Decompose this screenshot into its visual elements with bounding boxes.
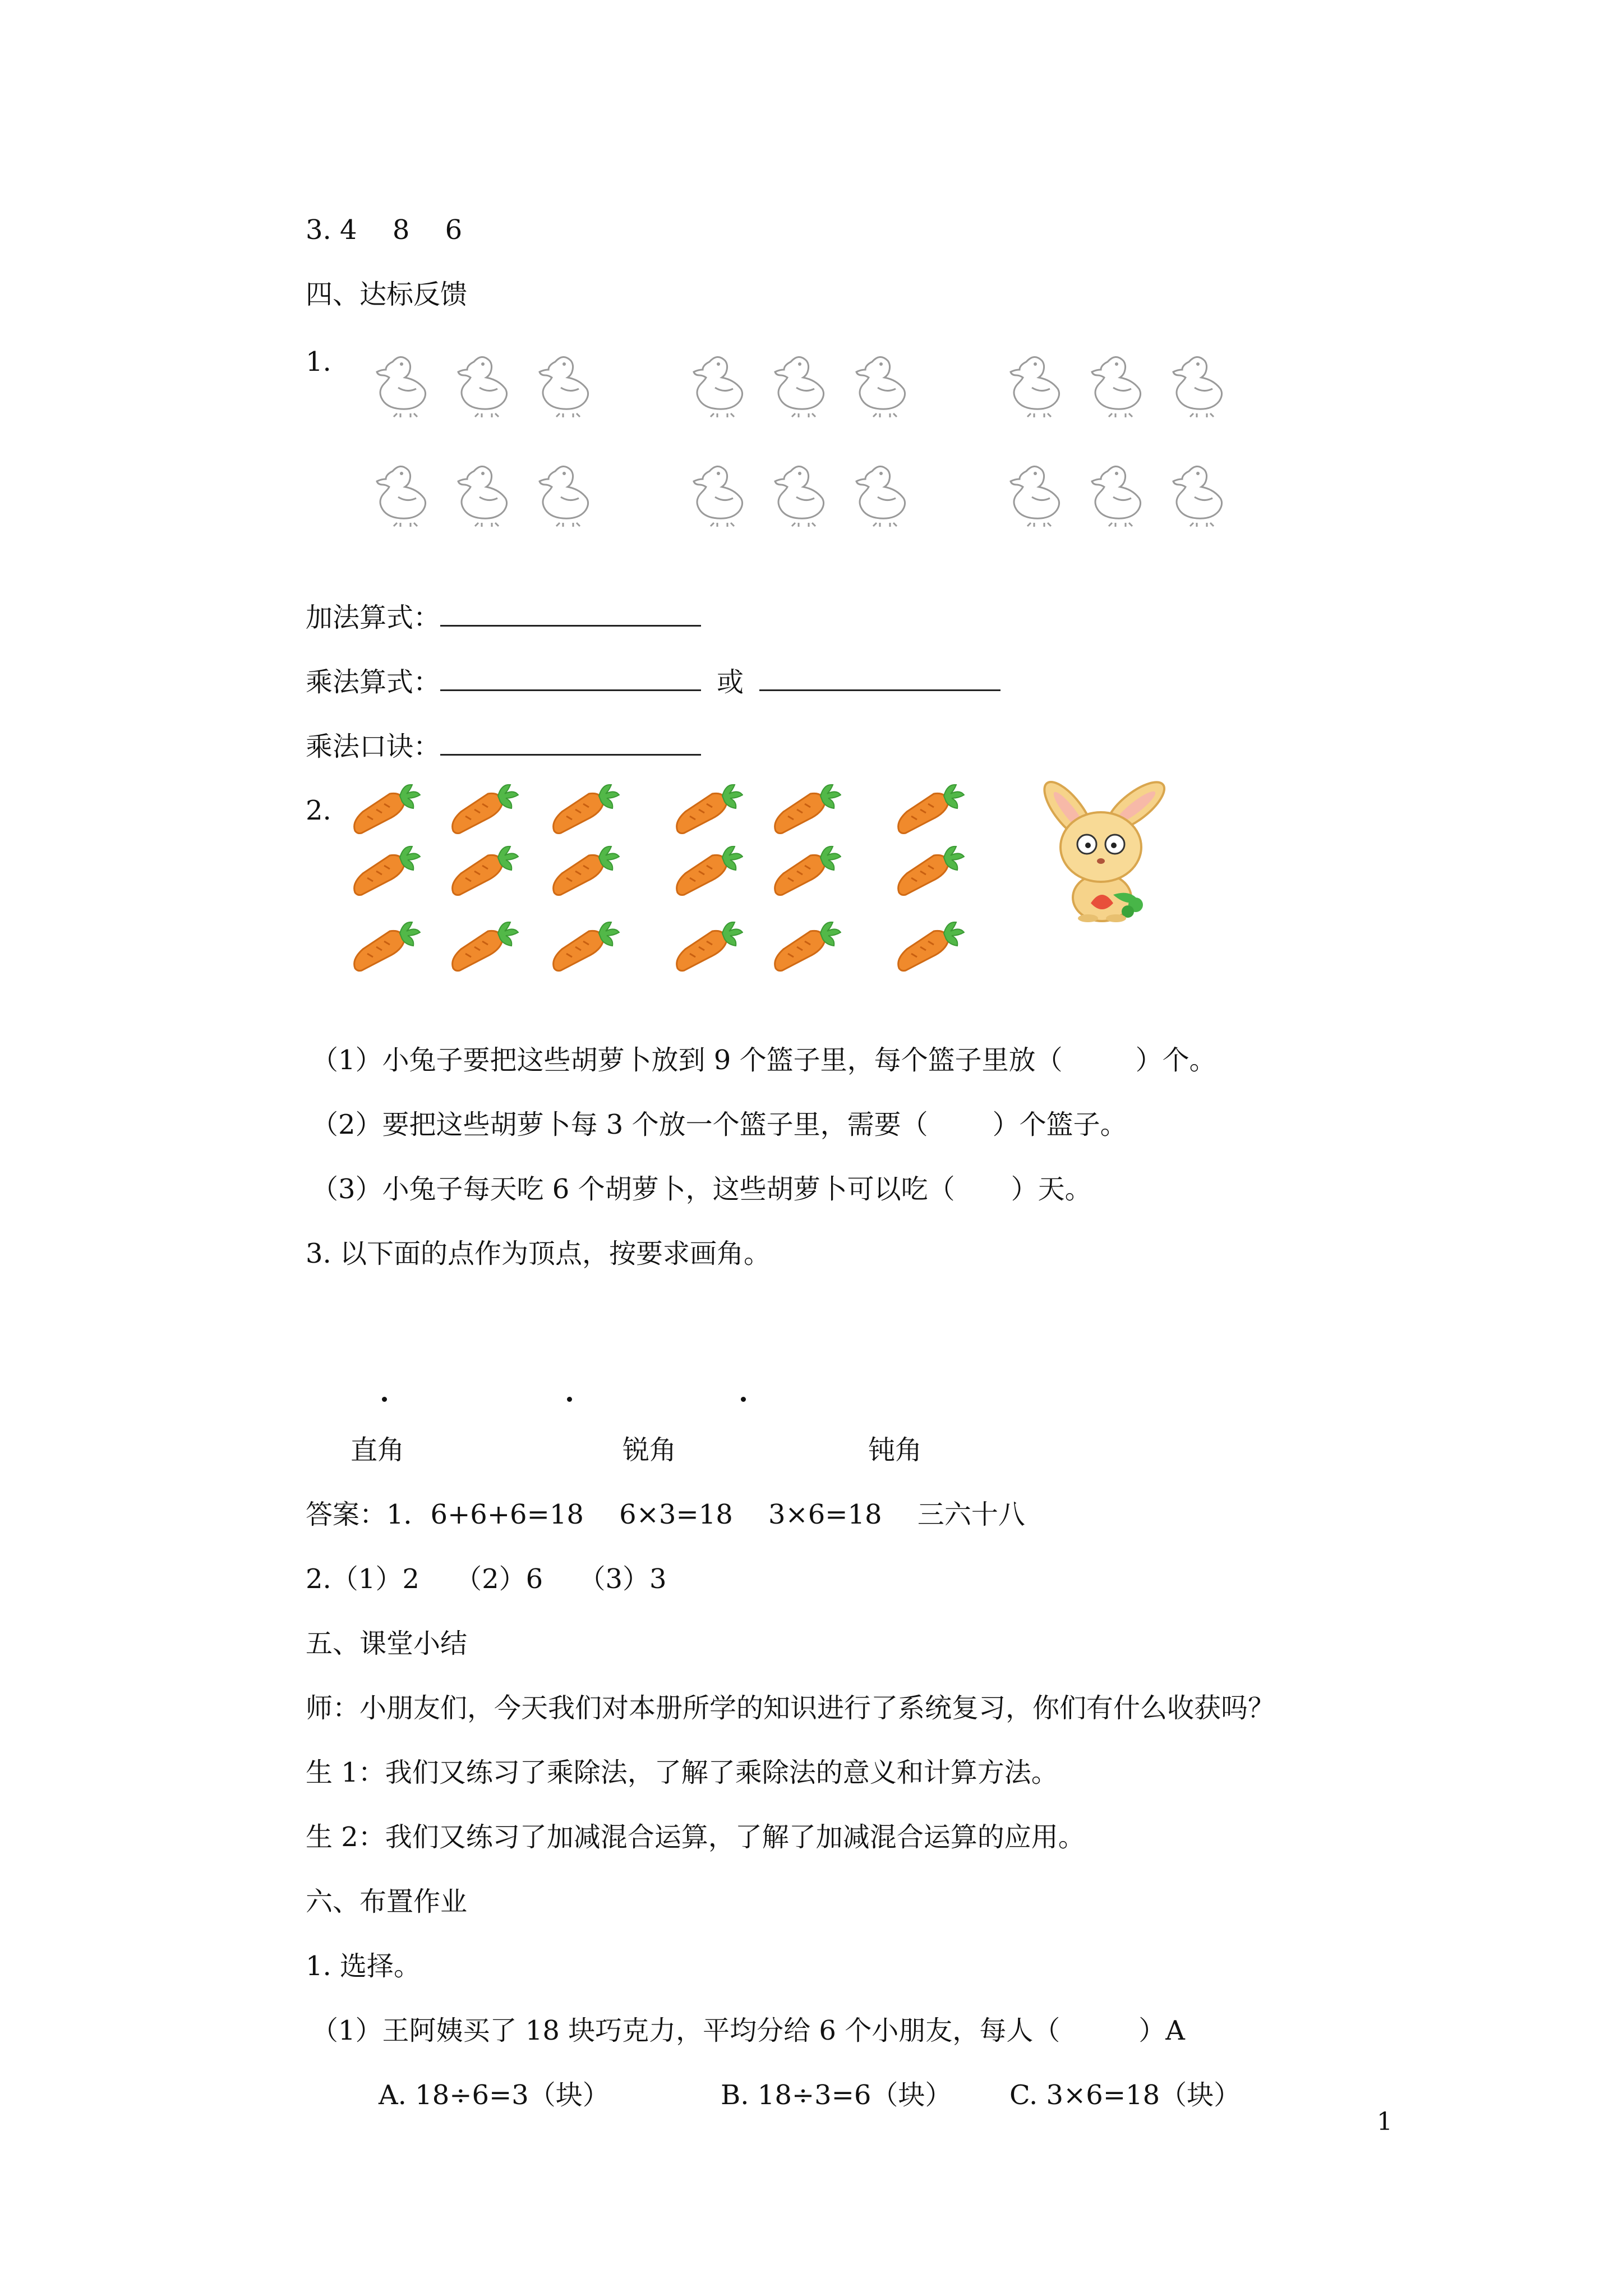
- vertex-dot-3: [741, 1397, 746, 1402]
- duck-icon: [376, 351, 432, 420]
- angle-label-right: 直角: [351, 1434, 405, 1466]
- option-c: C. 3×6=18（块）: [1009, 2079, 1241, 2111]
- carrot-icon: [351, 783, 421, 838]
- carrot-icon: [895, 783, 965, 838]
- duck-icon: [457, 351, 513, 420]
- multiplication-blank-2[interactable]: [759, 665, 1000, 691]
- multiplication-line: [306, 665, 1000, 699]
- duck-icon: [693, 460, 749, 530]
- summary-teacher: 师：小朋友们，今天我们对本册所学的知识进行了系统复习，你们有什么收获吗？: [306, 1692, 1275, 1724]
- carrot-icon: [449, 920, 519, 976]
- summary-student-2: 生 2：我们又练习了加减混合运算，了解了加减混合运算的应用。: [306, 1821, 1085, 1853]
- homework-q1-1: [311, 2014, 1185, 2047]
- q2-sub2-text: （2）要把这些胡萝卜每 3 个放一个篮子里，需要（: [311, 1109, 928, 1140]
- q2-sub2: [311, 1108, 1127, 1142]
- q2-sub1: [311, 1043, 1216, 1077]
- carrot-icon: [771, 783, 841, 838]
- q2-number: 2.: [306, 795, 331, 826]
- duck-icon: [1009, 460, 1066, 530]
- answer-line-1: 答案：1．6+6+6=18 6×3=18 3×6=18 三六十八: [306, 1499, 1025, 1530]
- q2-sub2-tail: ）个篮子。: [992, 1109, 1127, 1140]
- section-5-heading: 五、课堂小结: [306, 1628, 468, 1659]
- duck-icon: [855, 351, 911, 420]
- duck-icon: [538, 460, 594, 530]
- carrot-icon: [673, 783, 743, 838]
- rhyme-label: 乘法口诀：: [306, 731, 441, 762]
- option-b: B. 18÷3=6（块）: [721, 2079, 952, 2111]
- homework-q1: 1. 选择。: [306, 1950, 421, 1982]
- carrot-icon: [550, 783, 620, 838]
- carrot-icon: [895, 844, 965, 900]
- carrot-icon: [550, 920, 620, 976]
- q2-sub3-text: （3）小兔子每天吃 6 个胡萝卜，这些胡萝卜可以吃（: [311, 1174, 955, 1205]
- addition-blank[interactable]: [440, 600, 701, 627]
- prev-answer-line: 3. 4 8 6: [306, 214, 463, 246]
- addition-line: [306, 600, 701, 634]
- angle-label-obtuse: 钝角: [868, 1434, 923, 1466]
- carrot-icon: [550, 844, 620, 900]
- carrot-icon: [673, 920, 743, 976]
- duck-icon: [774, 460, 830, 530]
- duck-icon: [1091, 351, 1147, 420]
- vertex-dot-2: [567, 1397, 572, 1402]
- carrot-icon: [351, 844, 421, 900]
- duck-icon: [1172, 460, 1228, 530]
- carrot-icon: [771, 920, 841, 976]
- carrot-icon: [673, 844, 743, 900]
- angle-label-acute: 锐角: [623, 1434, 677, 1466]
- carrot-icon: [449, 783, 519, 838]
- section-4-heading: 四、达标反馈: [306, 279, 468, 310]
- vertex-dot-1: [382, 1397, 387, 1402]
- carrot-icon: [895, 920, 965, 976]
- q2-sub1-text: （1）小兔子要把这些胡萝卜放到 9 个篮子里，每个篮子里放（: [311, 1045, 1063, 1076]
- section-6-heading: 六、布置作业: [306, 1886, 468, 1917]
- rhyme-line: [306, 729, 701, 763]
- duck-icon: [855, 460, 911, 530]
- option-a: A. 18÷6=3（块）: [379, 2079, 610, 2111]
- summary-student-1: 生 1：我们又练习了乘除法，了解了乘除法的意义和计算方法。: [306, 1757, 1058, 1788]
- carrot-icon: [351, 920, 421, 976]
- duck-icon: [1091, 460, 1147, 530]
- q1-number: 1.: [306, 346, 331, 378]
- duck-icon: [693, 351, 749, 420]
- page-number: 1: [1377, 2108, 1393, 2136]
- q2-sub3: [311, 1172, 1092, 1206]
- duck-icon: [774, 351, 830, 420]
- carrot-icon: [449, 844, 519, 900]
- or-text: 或: [717, 666, 744, 698]
- duck-icon: [1172, 351, 1228, 420]
- rhyme-blank[interactable]: [440, 729, 701, 756]
- q3-text: 3. 以下面的点作为顶点，按要求画角。: [306, 1238, 771, 1269]
- homework-q1-1-text: （1）王阿姨买了 18 块巧克力，平均分给 6 个小朋友，每人（: [311, 2015, 1061, 2046]
- addition-label: 加法算式：: [306, 602, 441, 633]
- multiplication-label: 乘法算式：: [306, 666, 441, 698]
- rabbit-icon: [1029, 771, 1189, 923]
- duck-icon: [538, 351, 594, 420]
- q2-sub3-tail: ）天。: [1011, 1174, 1092, 1205]
- duck-icon: [457, 460, 513, 530]
- duck-icon: [376, 460, 432, 530]
- carrot-icon: [771, 844, 841, 900]
- homework-q1-1-tail: ）A: [1138, 2015, 1185, 2046]
- duck-icon: [1009, 351, 1066, 420]
- answer-line-2: 2.（1）2 （2）6 （3）3: [306, 1563, 667, 1595]
- q2-sub1-tail: ）个。: [1135, 1045, 1216, 1076]
- multiplication-blank-1[interactable]: [440, 665, 701, 691]
